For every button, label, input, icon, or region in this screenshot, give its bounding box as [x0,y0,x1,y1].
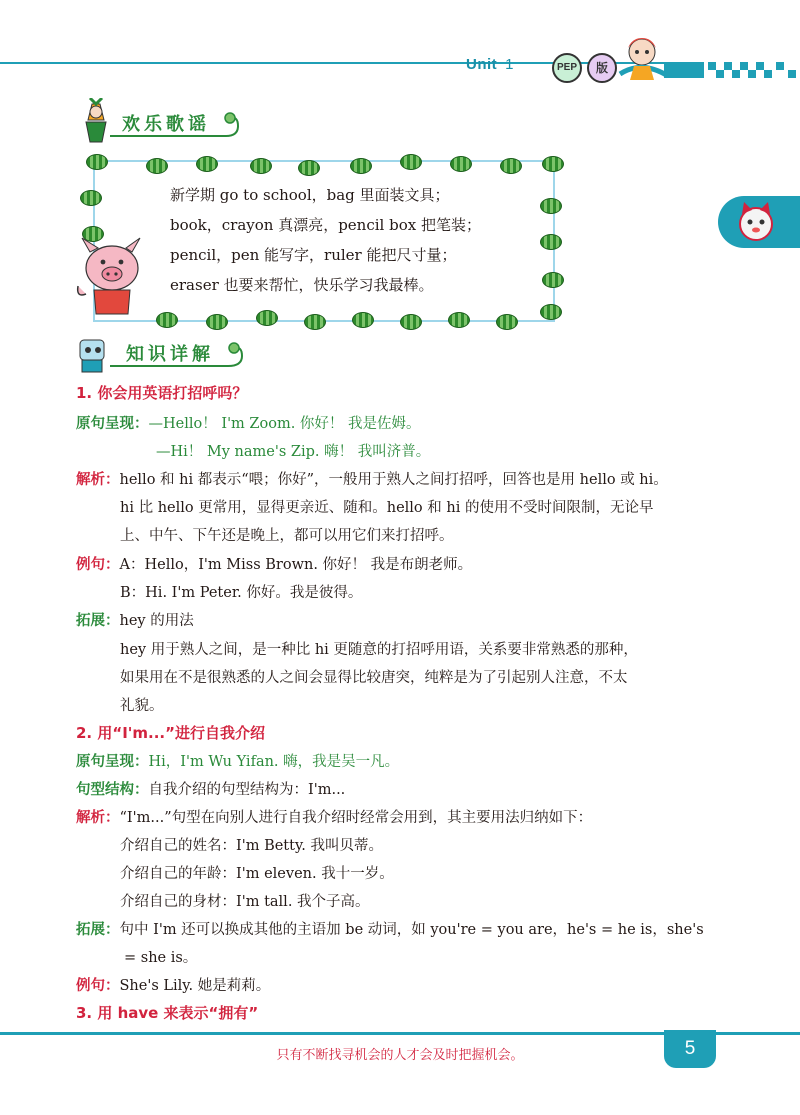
unit-label [466,56,514,73]
edition-badge: 版 [587,53,617,83]
unit-text: Unit [466,56,498,73]
watermelon-icon [542,272,564,288]
original-sentence: —Hello！ I'm Zoom. 你好！ 我是佐姆。 [148,416,421,432]
knowledge-section-title: 知识详解 [126,344,214,365]
watermelon-icon [250,158,272,174]
example-label: 例句： [76,557,120,573]
rhyme-line: 新学期 go to school，bag 里面装文具； [170,186,450,204]
page-number: 5 [664,1030,716,1068]
pep-badge: PEP [552,53,582,83]
watermelon-icon [86,154,108,170]
original-sentence-label: 原句呈现： [76,754,149,770]
watermelon-icon [540,198,562,214]
analysis-text: 介绍自己的年龄：I'm eleven. 我十一岁。 [120,866,394,882]
analysis-text: hi 比 hello 更常用，显得更亲近、随和。hello 和 hi 的使用不受时间限制，无论早 [120,500,654,516]
question-3-heading: 3. 用 have 来表示“拥有” [76,1004,259,1022]
original-sentence: —Hi！ My name's Zip. 嗨！ 我叫济普。 [156,444,431,460]
pig-mascot-icon [72,236,146,320]
watermelon-icon [352,312,374,328]
analysis-text: 上、中午、下午还是晚上，都可以用它们来打招呼。 [120,528,454,544]
watermelon-icon [450,156,472,172]
extension-text: 礼貌。 [120,698,164,714]
checker-pattern-decoration [664,62,800,78]
watermelon-icon [542,156,564,172]
q1-original-row [76,412,421,433]
q2-analysis-row [76,806,592,827]
q2-extension-row [76,918,704,939]
example-text: A：Hello，I'm Miss Brown. 你好！ 我是布朗老师。 [119,557,473,573]
extension-text: 句中 I'm 还可以换成其他的主语加 be 动词，如 you're = you are，he's = he is，she's [119,922,704,938]
rhyme-line: book，crayon 真漂亮，pencil box 把笔装； [170,216,481,234]
extension-title: hey 的用法 [119,613,194,629]
q1-example-row [76,553,472,574]
extension-text: hey 用于熟人之间，是一种比 hi 更随意的打招呼用语，关系要非常熟悉的那种， [120,642,638,658]
original-sentence-label: 原句呈现： [76,416,149,432]
question-1-heading: 1. 你会用英语打招呼吗？ [76,384,248,402]
watermelon-icon [196,156,218,172]
cat-face-icon [734,200,778,244]
q1-extension-row [76,609,194,630]
watermelon-icon [156,312,178,328]
example-label: 例句： [76,978,120,994]
unit-number: 1 [505,56,515,73]
analysis-label: 解析： [76,472,120,488]
watermelon-icon [500,158,522,174]
rhyme-line: pencil，pen 能写字，ruler 能把尺寸量； [170,246,457,264]
extension-label: 拓展： [76,922,120,938]
watermelon-icon [146,158,168,174]
original-sentence: Hi，I'm Wu Yifan. 嗨，我是吴一凡。 [148,754,400,770]
watermelon-icon [298,160,320,176]
watermelon-icon [496,314,518,330]
analysis-text: “I'm...”句型在向别人进行自我介绍时经常会用到，其主要用法归纳如下： [119,810,593,826]
footer-motto: 只有不断找寻机会的人才会及时把握机会。 [276,1048,524,1063]
structure-text: 自我介绍的句型结构为：I'm... [148,782,346,798]
q2-example-row [76,974,270,995]
rhyme-section-title: 欢乐歌谣 [122,114,210,135]
girl-mascot-icon [612,30,672,82]
example-text: She's Lily. 她是莉莉。 [119,978,271,994]
extension-label: 拓展： [76,613,120,629]
analysis-text: 介绍自己的姓名：I'm Betty. 我叫贝蒂。 [120,838,383,854]
structure-label: 句型结构： [76,782,149,798]
extension-text: 如果用在不是很熟悉的人之间会显得比较唐突，纯粹是为了引起别人注意，不太 [120,670,628,686]
watermelon-icon [304,314,326,330]
q2-original-row [76,750,399,771]
watermelon-icon [400,314,422,330]
rhyme-line: eraser 也要来帮忙，快乐学习我最棒。 [170,276,434,294]
extension-text: = she is。 [124,950,198,966]
q1-analysis-row [76,468,668,489]
watermelon-icon [80,190,102,206]
watermelon-icon [400,154,422,170]
analysis-label: 解析： [76,810,120,826]
q2-structure-row [76,778,345,799]
example-text: B：Hi. I'm Peter. 你好。我是彼得。 [120,585,363,601]
analysis-text: hello 和 hi 都表示“喂；你好”，一般用于熟人之间打招呼，回答也是用 hello 或 hi。 [119,472,668,488]
watermelon-icon [256,310,278,326]
question-2-heading: 2. 用“I'm...”进行自我介绍 [76,724,265,742]
watermelon-icon [540,304,562,320]
watermelon-icon [350,158,372,174]
watermelon-icon [206,314,228,330]
watermelon-icon [448,312,470,328]
watermelon-icon [540,234,562,250]
analysis-text: 介绍自己的身材：I'm tall. 我个子高。 [120,894,370,910]
